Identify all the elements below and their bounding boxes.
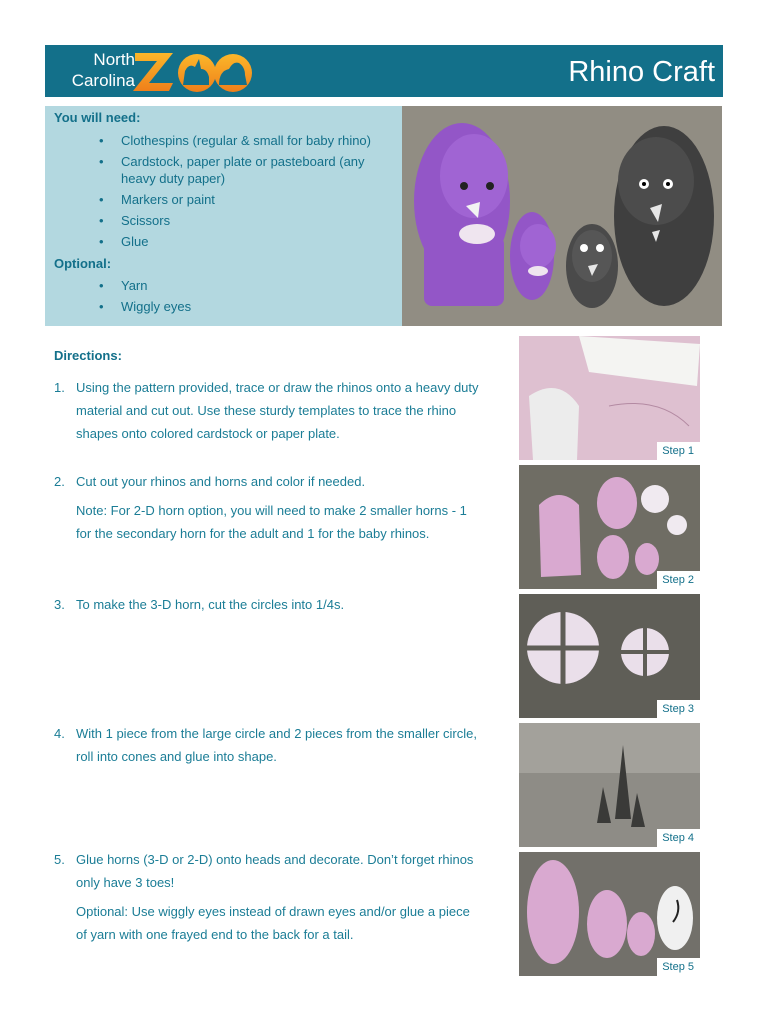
step-number: 5.: [54, 852, 65, 867]
logo-line-2: Carolina: [71, 71, 135, 90]
step-text: Cut out your rhinos and horns and color if needed.: [76, 474, 366, 489]
step-text: With 1 piece from the large circle and 2 pieces from the smaller circle, roll into cones and glue into shape.: [76, 726, 477, 764]
step-5: [54, 848, 484, 946]
step-label: Step 1: [657, 442, 700, 460]
header-banner: [45, 45, 723, 97]
rhino-family-photo: [402, 106, 722, 326]
list-item: • Clothespins (regular & small for baby rhino): [99, 132, 391, 149]
step-5-photo: [519, 852, 700, 976]
list-item: • Yarn: [99, 277, 391, 294]
step-text: Glue horns (3-D or 2-D) onto heads and decorate. Don’t forget rhinos only have 3 toes!: [76, 852, 474, 890]
step-label: Step 2: [657, 571, 700, 589]
step-label: Step 5: [657, 958, 700, 976]
step-3: [54, 593, 484, 616]
step-number: 3.: [54, 597, 65, 612]
step-1-photo: [519, 336, 700, 460]
list-item: • Glue: [99, 233, 391, 250]
step-4: [54, 722, 484, 768]
directions-heading: Directions:: [54, 348, 122, 363]
materials-list: [99, 132, 391, 254]
step-number: 1.: [54, 380, 65, 395]
step-label: Step 4: [657, 829, 700, 847]
step-2-photo: [519, 465, 700, 589]
step-note: Optional: Use wiggly eyes instead of drawn eyes and/or glue a piece of yarn with one frayed end to the back for a tail.: [76, 904, 470, 942]
optional-list: [99, 277, 391, 319]
step-number: 2.: [54, 474, 65, 489]
step-number: 4.: [54, 726, 65, 741]
materials-panel: [45, 106, 402, 326]
step-text: Using the pattern provided, trace or draw the rhinos onto a heavy duty material and cut out. Use these sturdy templates to trace the rhino shapes onto colored cardstock or paper plate.: [76, 380, 479, 441]
step-note: Note: For 2-D horn option, you will need to make 2 smaller horns - 1 for the secondary horn for the adult and 1 for the baby rhinos.: [76, 503, 467, 541]
materials-heading: You will need:: [54, 110, 141, 125]
step-2: [54, 470, 484, 545]
step-3-photo: [519, 594, 700, 718]
logo-text: [51, 49, 135, 91]
step-1: [54, 376, 484, 445]
list-item: • Scissors: [99, 212, 391, 229]
step-text: To make the 3-D horn, cut the circles into 1/4s.: [76, 597, 345, 612]
logo-line-1: North: [93, 50, 135, 69]
page-title: Rhino Craft: [568, 56, 715, 88]
list-item: • Markers or paint: [99, 191, 391, 208]
step-4-photo: [519, 723, 700, 847]
list-item: • Wiggly eyes: [99, 298, 391, 315]
list-item: • Cardstock, paper plate or pasteboard (any heavy duty paper): [99, 153, 391, 187]
zoo-logo-icon: [133, 49, 279, 93]
optional-heading: Optional:: [54, 256, 112, 271]
step-label: Step 3: [657, 700, 700, 718]
